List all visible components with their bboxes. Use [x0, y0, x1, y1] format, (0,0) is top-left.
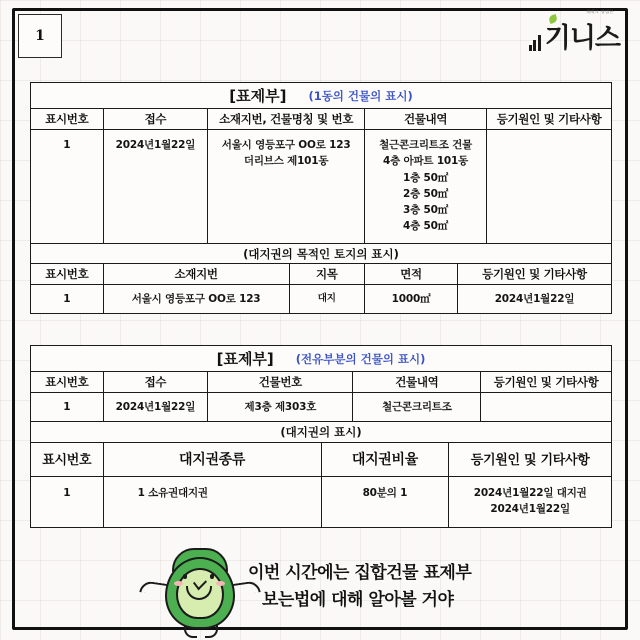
column-header: 등기원인 및 기타사항 [458, 264, 612, 285]
section-title: [표제부] [216, 350, 274, 368]
registry-table-4 [30, 442, 612, 528]
cell-display-no: 1 [31, 285, 104, 314]
logo-text: 기니스 [544, 23, 620, 54]
mascot-eye-left [183, 574, 187, 579]
cell-address [208, 130, 365, 244]
mascot-cheek-right [216, 581, 225, 586]
cell-ratio: 80분의 1 [321, 476, 449, 527]
table-header-row [31, 109, 612, 130]
table-header-row [31, 442, 612, 476]
column-header: 등기원인 및 기타사항 [487, 109, 612, 130]
address-line: 서울시 영등포구 OO로 123 [221, 139, 351, 151]
cause-line: 2024년1월22일 대지권 [473, 486, 587, 499]
section-subtitle: (전유부분의 건물의 표시) [295, 352, 426, 366]
subsection-title-land: (대지권의 목적인 토지의 표시) [31, 243, 612, 264]
column-header: 면적 [365, 264, 458, 285]
cell-address: 서울시 영등포구 OO로 123 [103, 285, 289, 314]
table-block-exclusive [30, 345, 612, 528]
cell-cause-other: 2024년1월22일 [458, 285, 612, 314]
cell-cause-other [481, 393, 612, 422]
building-detail-line: 4층 아파트 101동 [383, 155, 469, 168]
cell-received-date: 2024년1월22일 [103, 130, 208, 244]
logo-subtext: 재테크 방법론 [585, 9, 614, 14]
building-detail-line: 철근콘크리트조 건물 [379, 139, 473, 151]
table-row [31, 422, 612, 443]
registry-table-1 [30, 82, 612, 265]
column-header: 건물내역 [353, 372, 481, 393]
column-header: 소재지번, 건물명칭 및 번호 [208, 109, 365, 130]
mascot-cheek-left [174, 581, 183, 586]
caption-line-1: 이번 시간에는 집합건물 표제부 [248, 563, 472, 583]
building-detail-line: 4층 50㎡ [403, 220, 449, 233]
section-subtitle: (1동의 건물의 표시) [308, 89, 413, 103]
column-header: 대지권비율 [321, 442, 449, 476]
page-number-box [18, 14, 62, 58]
column-header: 등기원인 및 기타사항 [449, 442, 612, 476]
cause-line: 2024년1월22일 [490, 502, 570, 515]
column-header: 건물내역 [365, 109, 487, 130]
column-header: 건물번호 [208, 372, 353, 393]
registry-table-2 [30, 263, 612, 314]
table-row [31, 476, 612, 527]
cell-received-date: 2024년1월22일 [103, 393, 208, 422]
building-detail-line: 3층 50㎡ [403, 204, 449, 217]
table-block-building [30, 82, 612, 314]
column-header: 표시번호 [31, 264, 104, 285]
page-number: 1 [35, 28, 45, 44]
subsection-title-landright: (대지권의 표시) [31, 422, 612, 443]
column-header: 접수 [103, 372, 208, 393]
column-header: 등기원인 및 기타사항 [481, 372, 612, 393]
column-header: 대지권종류 [103, 442, 321, 476]
caption-line-2: 보는법에 대해 알아볼 거야 [262, 590, 454, 611]
address-line: 더리브스 제101동 [243, 155, 329, 168]
column-header: 접수 [103, 109, 208, 130]
cell-cause-other [487, 130, 612, 244]
registry-table-3 [30, 345, 612, 443]
cell-building-detail: 철근콘크리트조 [353, 393, 481, 422]
logo-bars-icon [529, 35, 541, 51]
table-row [31, 83, 612, 109]
table-row [31, 393, 612, 422]
cell-display-no: 1 [31, 130, 104, 244]
cell-cause-other [449, 476, 612, 527]
column-header: 표시번호 [31, 109, 104, 130]
cell-building-detail [365, 130, 487, 244]
cell-display-no: 1 [31, 393, 104, 422]
bottom-caption [248, 560, 608, 614]
cell-area: 1000㎡ [365, 285, 458, 314]
column-header: 표시번호 [31, 372, 104, 393]
mascot-eye-right [210, 574, 214, 579]
column-header: 지목 [289, 264, 365, 285]
building-detail-line: 1층 50㎡ [403, 171, 449, 184]
section-title: [표제부] [229, 87, 287, 105]
cell-right-type: 1 소유권대지권 [103, 476, 321, 527]
table-header-row [31, 372, 612, 393]
column-header: 소재지번 [103, 264, 289, 285]
cell-display-no: 1 [31, 476, 104, 527]
table-header-row [31, 264, 612, 285]
cell-building-no: 제3층 제303호 [208, 393, 353, 422]
avocado-mascot-icon [152, 548, 248, 640]
table-row [31, 243, 612, 264]
brand-logo [529, 9, 620, 54]
cell-land-category: 대지 [289, 285, 365, 314]
section-title-row [31, 346, 612, 372]
column-header: 표시번호 [31, 442, 104, 476]
table-row [31, 346, 612, 372]
table-row [31, 285, 612, 314]
building-detail-line: 2층 50㎡ [403, 187, 449, 200]
table-row [31, 130, 612, 244]
section-title-row [31, 83, 612, 109]
